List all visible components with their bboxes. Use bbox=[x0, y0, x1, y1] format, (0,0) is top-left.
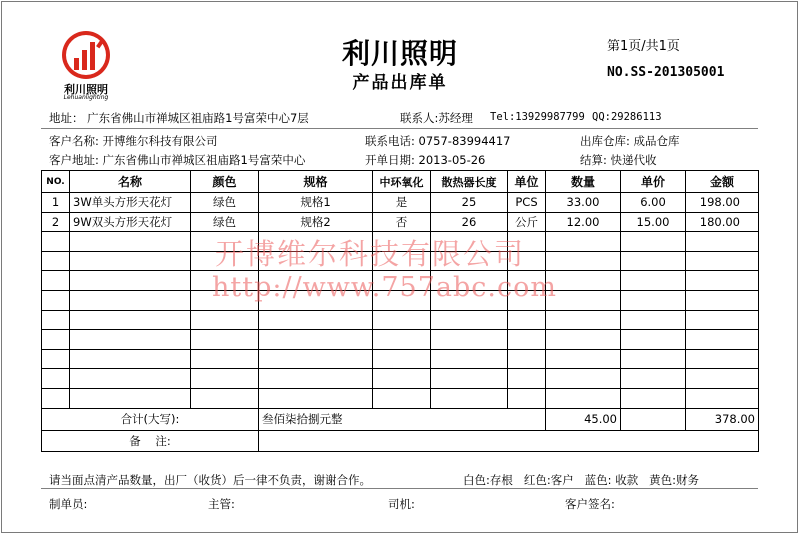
table-row-empty bbox=[42, 388, 759, 408]
cell-color: 绿色 bbox=[191, 212, 259, 232]
watermark-company: 开博维尔科技有限公司 bbox=[215, 237, 526, 271]
footer-copies: 白色:存根 红色:客户 蓝色: 收款 黄色:财务 bbox=[463, 473, 700, 487]
header-heatsink: 散热器长度 bbox=[431, 171, 508, 193]
cell-no: 2 bbox=[42, 212, 70, 232]
footer-notice: 请当面点清产品数量，出厂（收货）后一律不负责，谢谢合作。 bbox=[49, 473, 371, 487]
contact-person: 联系人:苏经理 bbox=[400, 111, 473, 125]
cell-name: 9W双头方形天花灯 bbox=[70, 212, 191, 232]
logo-subtext: Lehuanlighting bbox=[63, 94, 109, 101]
cell-unit: 公斤 bbox=[508, 212, 546, 232]
customer-name: 客户名称: 开博维尔科技有限公司 bbox=[49, 134, 218, 148]
table-row bbox=[42, 212, 759, 232]
remark-row bbox=[42, 430, 759, 451]
total-quantity: 45.00 bbox=[546, 408, 621, 430]
cell-amount: 180.00 bbox=[686, 212, 759, 232]
customer-phone: 联系电话: 0757-83994417 bbox=[365, 134, 511, 148]
items-table bbox=[41, 170, 759, 452]
cell-epoxy: 是 bbox=[373, 193, 431, 213]
driver-label: 司机: bbox=[388, 497, 415, 511]
cell-qty: 33.00 bbox=[546, 193, 621, 213]
table-row-empty bbox=[42, 349, 759, 369]
cell-price: 15.00 bbox=[621, 212, 686, 232]
header-color: 颜色 bbox=[191, 171, 259, 193]
cell-no: 1 bbox=[42, 193, 70, 213]
header-qty: 数量 bbox=[546, 171, 621, 193]
company-address: 地址： 广东省佛山市禅城区祖庙路1号富荣中心7层 bbox=[49, 111, 309, 125]
total-label: 合计(大写): bbox=[42, 408, 259, 430]
table-row bbox=[42, 193, 759, 213]
maker-label: 制单员: bbox=[49, 497, 88, 511]
customer-address: 客户地址: 广东省佛山市禅城区祖庙路1号富荣中心 bbox=[49, 153, 306, 167]
header-unit: 单位 bbox=[508, 171, 546, 193]
cell-heatsink: 25 bbox=[431, 193, 508, 213]
settlement-method: 结算: 快递代收 bbox=[580, 153, 657, 167]
divider bbox=[41, 488, 758, 489]
cell-qty: 12.00 bbox=[546, 212, 621, 232]
divider bbox=[41, 128, 758, 129]
total-row bbox=[42, 408, 759, 430]
cell-unit: PCS bbox=[508, 193, 546, 213]
page-indicator: 第1页/共1页 bbox=[607, 39, 680, 54]
table-row-empty bbox=[42, 330, 759, 350]
signature-label: 客户签名: bbox=[565, 497, 615, 511]
cell-color: 绿色 bbox=[191, 193, 259, 213]
table-header-row bbox=[42, 171, 759, 193]
table-row-empty bbox=[42, 369, 759, 389]
remark-value bbox=[259, 430, 759, 451]
header-amount: 金额 bbox=[686, 171, 759, 193]
header-name: 名称 bbox=[70, 171, 191, 193]
header-no: NO. bbox=[42, 171, 70, 193]
header-spec: 规格 bbox=[259, 171, 373, 193]
cell-amount: 198.00 bbox=[686, 193, 759, 213]
warehouse: 出库仓库: 成品仓库 bbox=[580, 134, 680, 148]
contact-tel: Tel:13929987799 bbox=[490, 111, 585, 123]
supervisor-label: 主管: bbox=[208, 497, 235, 511]
document-title: 利川照明 bbox=[341, 37, 458, 70]
total-blank bbox=[621, 408, 686, 430]
cell-price: 6.00 bbox=[621, 193, 686, 213]
document-subtitle: 产品出库单 bbox=[352, 73, 448, 93]
table-row-empty bbox=[42, 310, 759, 330]
cell-name: 3W单头方形天花灯 bbox=[70, 193, 191, 213]
cell-epoxy: 否 bbox=[373, 212, 431, 232]
header-epoxy: 中环氧化 bbox=[373, 171, 431, 193]
watermark-url: http://www.757abc.com bbox=[212, 272, 557, 303]
document-number: NO.SS-201305001 bbox=[607, 65, 725, 80]
order-date: 开单日期: 2013-05-26 bbox=[365, 153, 486, 167]
cell-spec: 规格1 bbox=[259, 193, 373, 213]
cell-spec: 规格2 bbox=[259, 212, 373, 232]
total-amount: 378.00 bbox=[686, 408, 759, 430]
contact-qq: QQ:29286113 bbox=[592, 111, 662, 123]
header-price: 单价 bbox=[621, 171, 686, 193]
cell-heatsink: 26 bbox=[431, 212, 508, 232]
remark-label: 备 注: bbox=[42, 430, 259, 451]
logo-text: 利川照明 bbox=[64, 83, 108, 96]
total-in-words: 叁佰柒拾捌元整 bbox=[259, 408, 546, 430]
